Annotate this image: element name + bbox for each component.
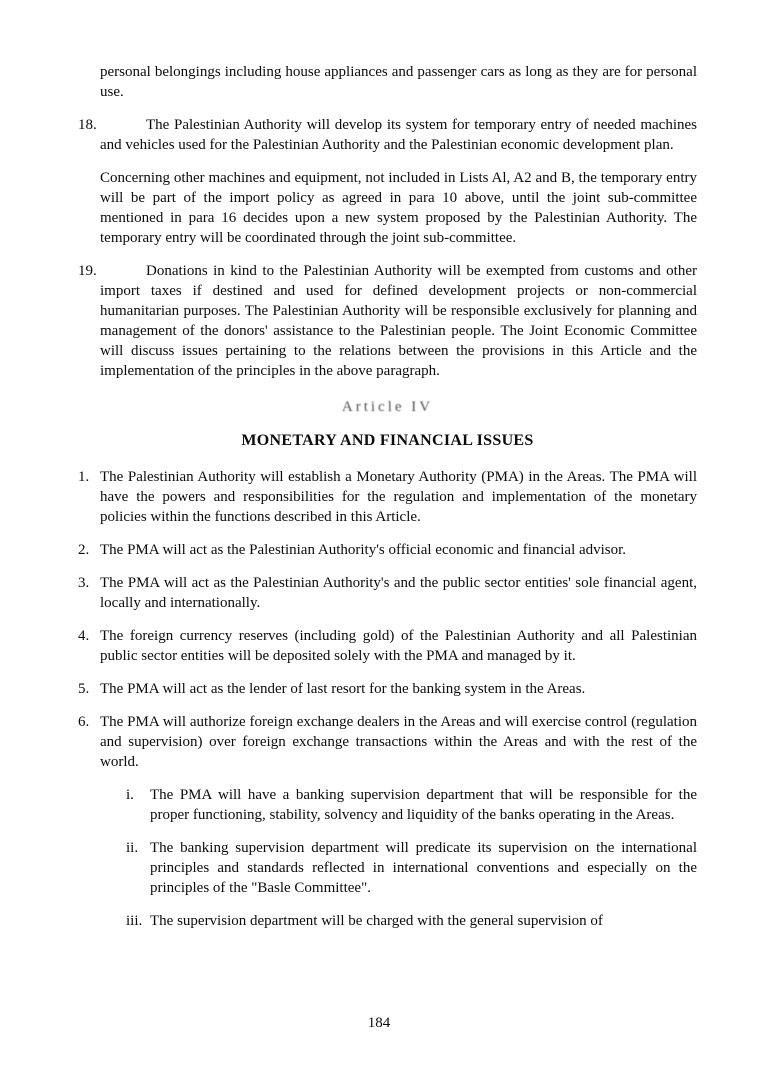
item-19-paragraph-1: Donations in kind to the Palestinian Authority will be exempted from customs and other import taxes if destined and used for defined development projects or non-commercial humanitarian purposes. The Palestinian Authority will be responsible exclusively for planning and management of the donors' assistance to the Palestinian people. The Joint Economic Committee will discuss issues pertaining to the relations between the provisions in this Article and the implementation of the principles in the above paragraph. xyxy=(100,263,697,379)
list-item-3 xyxy=(78,573,697,613)
numbered-item-18 xyxy=(78,115,697,248)
list-item-1-text: The Palestinian Authority will establish a Monetary Authority (PMA) in the Areas. The PMA will have the powers and responsibilities for the regulation and implementation of the monetary policies within the functions described in this Article. xyxy=(100,469,697,525)
numbered-item-19 xyxy=(78,261,697,381)
item-body xyxy=(100,115,697,248)
sub-item-i xyxy=(126,785,697,825)
list-item-2-text: The PMA will act as the Palestinian Authority's official economic and financial advisor. xyxy=(100,542,627,558)
item-number: 18. xyxy=(78,117,97,133)
item-body xyxy=(100,467,697,527)
item-18-paragraph-1: The Palestinian Authority will develop its system for temporary entry of needed machines and vehicles used for the Palestinian Authority and the Palestinian economic development plan. xyxy=(100,117,697,153)
sub-item-ii xyxy=(126,838,697,898)
sub-item-iii xyxy=(126,911,697,931)
list-item-1 xyxy=(78,467,697,527)
paragraph-continuation: personal belongings including house appliances and passenger cars as long as they are for personal use. xyxy=(100,64,697,100)
item-number: 6. xyxy=(78,714,90,730)
list-item-4 xyxy=(78,626,697,666)
sub-item-body xyxy=(150,785,697,825)
item-number: 4. xyxy=(78,628,90,644)
sub-item-i-text: The PMA will have a banking supervision department that will be responsible for the proper functioning, stability, solvency and liquidity of the banks operating in the Areas. xyxy=(150,787,697,823)
item-number: 3. xyxy=(78,575,90,591)
sub-item-ii-text: The banking supervision department will predicate its supervision on the international principles and standards reflected in international conventions and especially on the principles of the "Basle Committee". xyxy=(150,840,697,896)
list-item-3-text: The PMA will act as the Palestinian Authority's and the public sector entities' sole financial agent, locally and internationally. xyxy=(100,575,697,611)
list-item-4-text: The foreign currency reserves (including gold) of the Palestinian Authority and all Palestinian public sector entities will be deposited solely with the PMA and managed by it. xyxy=(100,628,697,664)
list-item-2 xyxy=(78,540,697,560)
list-item-6-text: The PMA will authorize foreign exchange dealers in the Areas and will exercise control (regulation and supervision) over foreign exchange transactions within the Areas and with the rest of the world. xyxy=(100,714,697,770)
item-body xyxy=(100,626,697,666)
item-body xyxy=(100,540,697,560)
item-body xyxy=(100,261,697,381)
sub-item-number: ii. xyxy=(126,840,139,856)
item-number: 1. xyxy=(78,469,90,485)
article-heading: Article IV xyxy=(341,399,434,415)
item-body xyxy=(100,679,697,699)
sub-item-body xyxy=(150,911,697,931)
item-number: 2. xyxy=(78,542,90,558)
item-body xyxy=(100,573,697,613)
item-number: 19. xyxy=(78,263,97,279)
section-title: MONETARY AND FINANCIAL ISSUES xyxy=(241,432,534,449)
sub-item-number: i. xyxy=(126,787,134,803)
sub-item-number: iii. xyxy=(126,913,143,929)
list-item-6 xyxy=(78,712,697,931)
item-body xyxy=(100,712,697,931)
item-18-paragraph-2: Concerning other machines and equipment, not included in Lists Al, A2 and B, the temporary entry will be part of the import policy as agreed in para 10 above, until the joint sub-committee mentioned in para 16 decides upon a new system proposed by the Palestinian Authority. The temporary entry will be coordinated through the joint sub-committee. xyxy=(100,170,697,246)
item-number: 5. xyxy=(78,681,90,697)
page-number: 184 xyxy=(367,1015,391,1031)
list-item-5-text: The PMA will act as the lender of last resort for the banking system in the Areas. xyxy=(100,681,586,697)
list-item-5 xyxy=(78,679,697,699)
sub-item-iii-text: The supervision department will be charged with the general supervision of xyxy=(150,913,603,929)
sub-item-body xyxy=(150,838,697,898)
